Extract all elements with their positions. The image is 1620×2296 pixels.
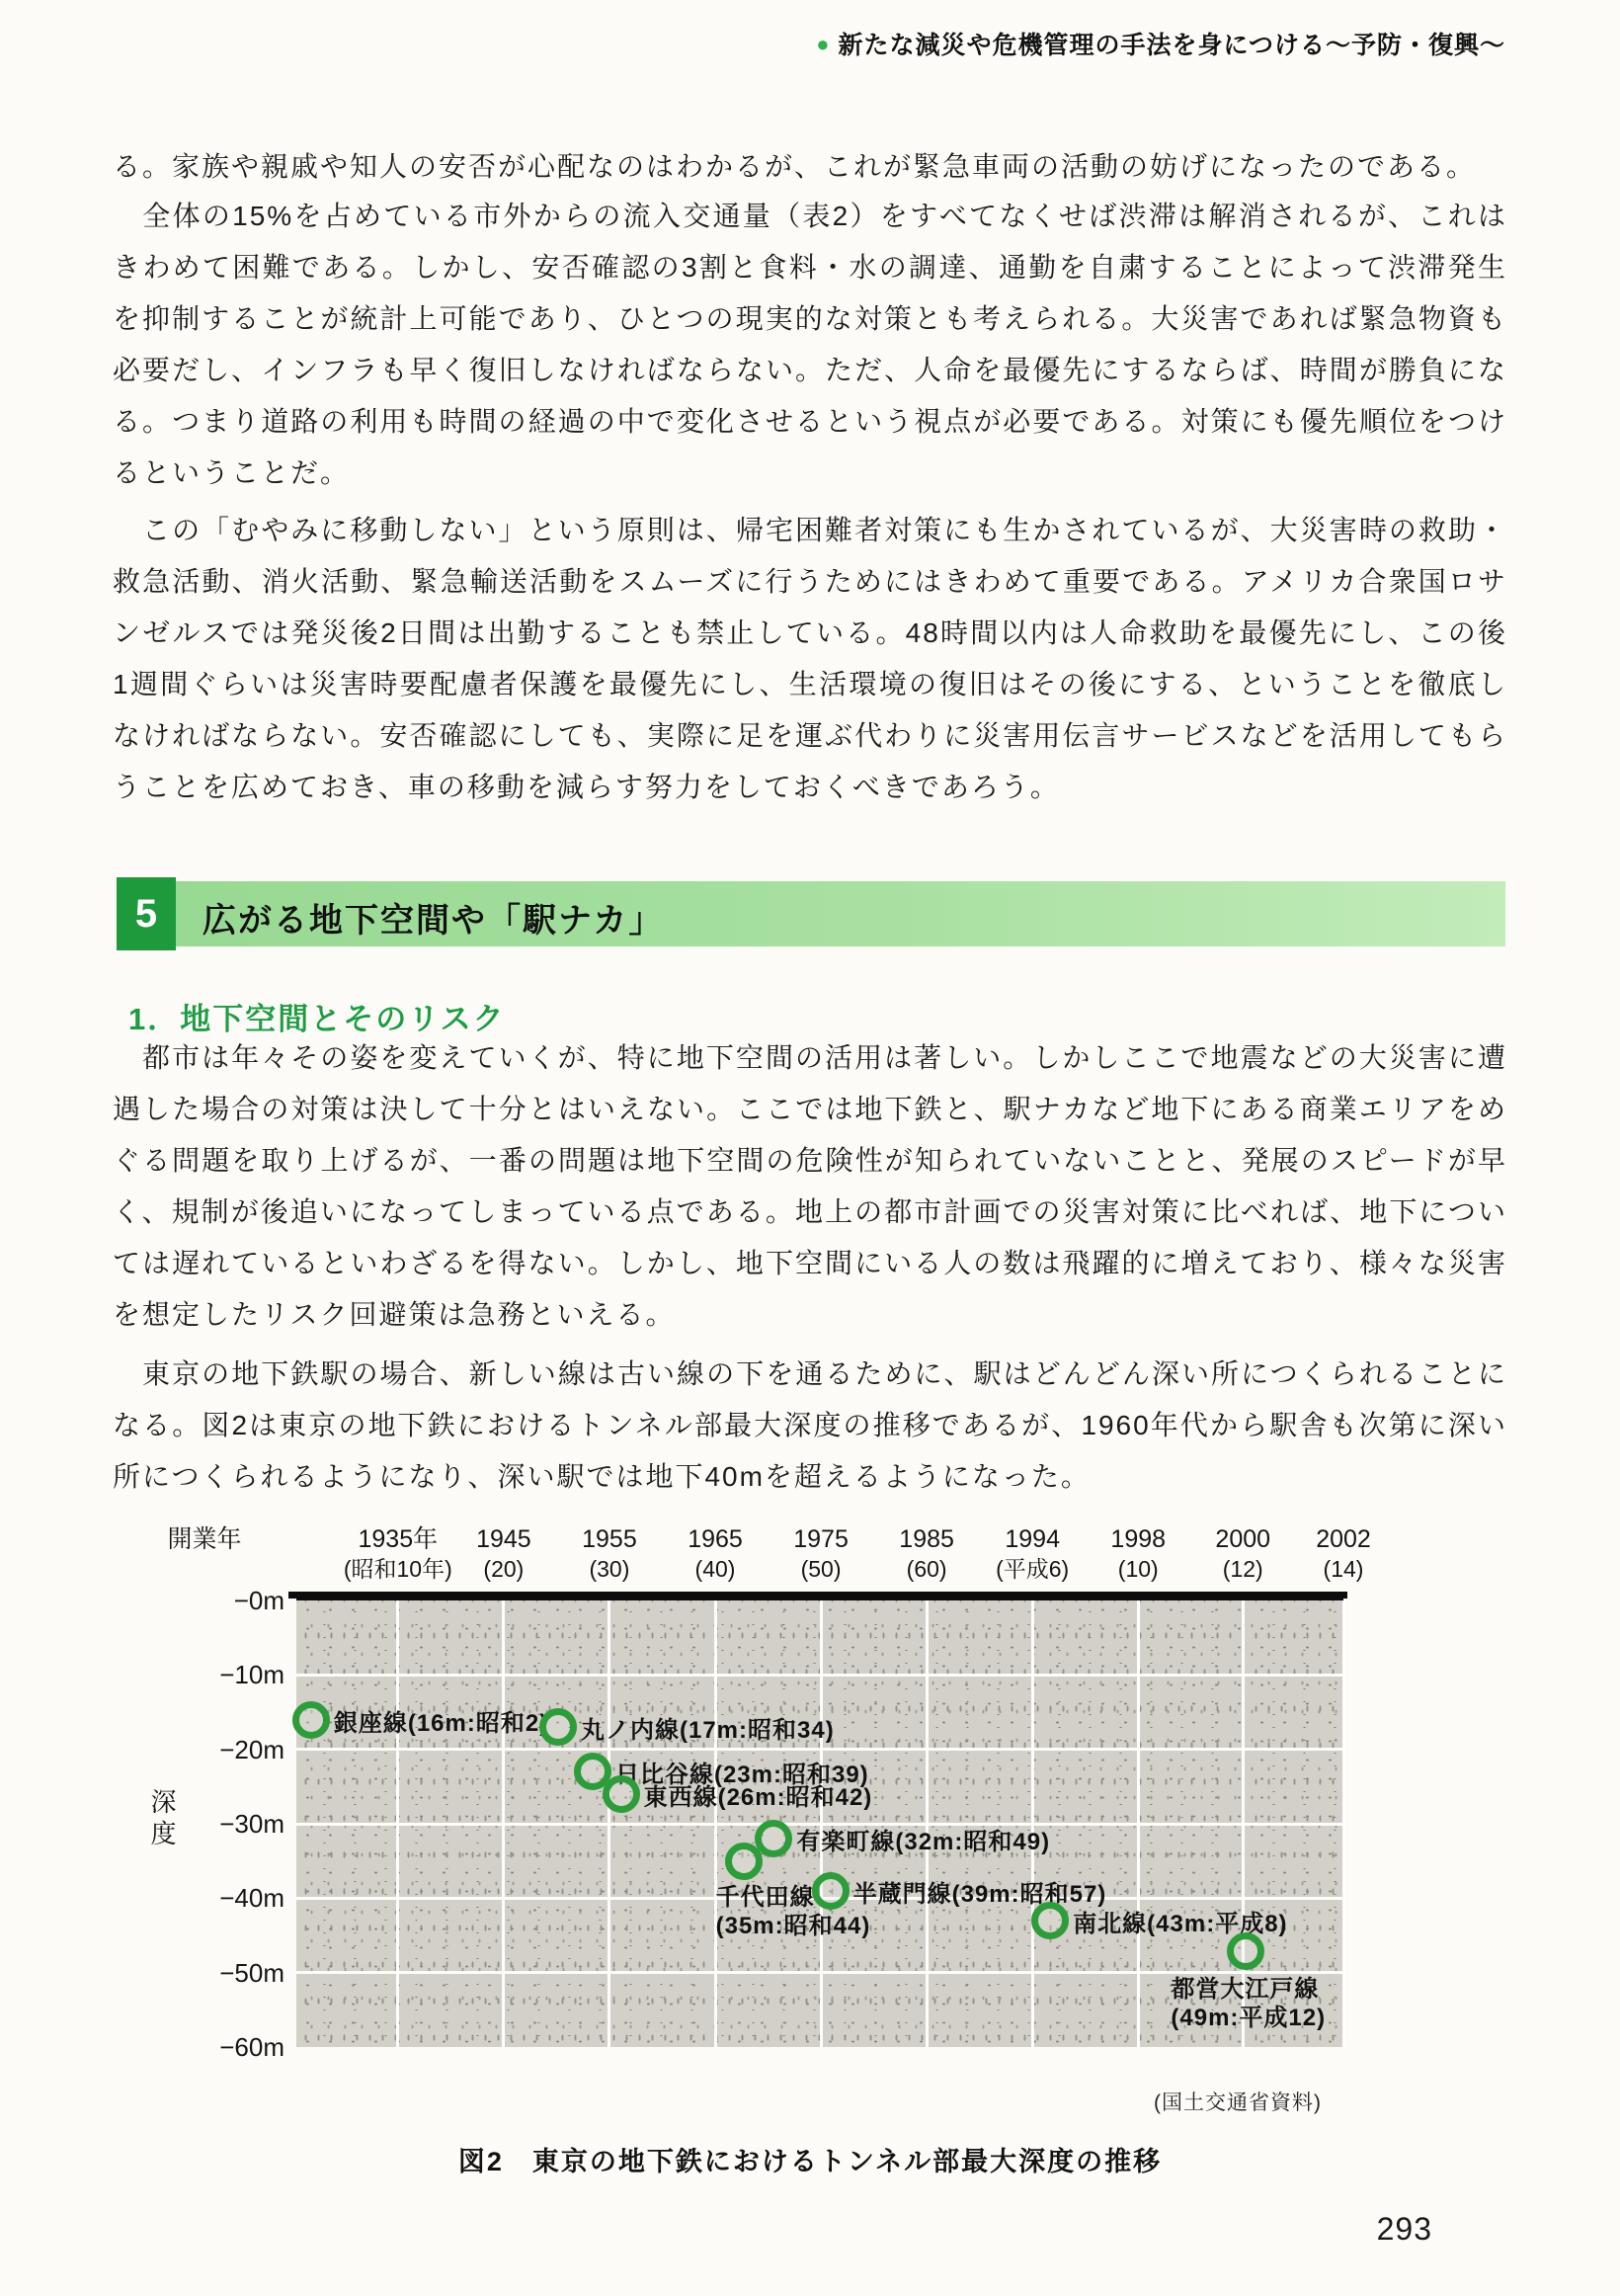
x-tick-year: 1935年 bbox=[358, 1525, 439, 1553]
x-tick-year: 1985 bbox=[899, 1525, 954, 1553]
data-point-label-半蔵門線: 半蔵門線(39m:昭和57) bbox=[852, 1880, 1107, 1908]
figure-caption: 図2 東京の地下鉄におけるトンネル部最大深度の推移 bbox=[457, 2147, 1163, 2176]
x-tick bbox=[582, 1524, 637, 1584]
x-tick-era: (40) bbox=[694, 1556, 736, 1582]
x-tick bbox=[1215, 1524, 1270, 1584]
data-point-circle-丸ノ内線 bbox=[539, 1708, 577, 1746]
x-tick-era: (60) bbox=[906, 1556, 947, 1582]
x-tick bbox=[476, 1524, 531, 1584]
data-point-label-有楽町線: 有楽町線(32m:昭和49) bbox=[796, 1829, 1051, 1856]
data-point-circle-東西線 bbox=[603, 1775, 640, 1813]
x-tick-era: (12) bbox=[1222, 1556, 1263, 1582]
paragraph-no-unnecessary-movement: この「むやみに移動しない」という原則は、帰宅困難者対策にも生かされているが、大災害時の救助・救急活動、消火活動、緊急輸送活動をスムーズに行うためにはきわめて重要である。アメリカ合衆国ロサンゼルスでは発災後2日間は出勤することも禁止している。48時間以内は人命救助を最優先にし、この後1週間ぐらいは災害時要配慮者保護を最優先にし、生活環境の復旧はその後にする、ということを徹底しなければならない。安否確認にしても、実際に足を運ぶ代わりに災害用伝言サービスなどを活用してもらうことを広めておき、車の移動を減らす努力をしておくべきであろう。 bbox=[113, 515, 1507, 802]
x-tick-year: 1965 bbox=[688, 1525, 743, 1553]
data-point-label-line1: 千代田線 bbox=[715, 1883, 815, 1911]
y-tick: −60m bbox=[219, 2032, 284, 2062]
y-tick: −30m bbox=[219, 1809, 284, 1839]
grid-line-horizontal bbox=[296, 1674, 1343, 1677]
paragraph-traffic: 全体の15%を占めている市外からの流入交通量（表2）をすべてなくせば渋滞は解消されるが、これはきわめて困難である。しかし、安否確認の3割と食料・水の調達、通勤を自粛することによって渋滞発生を抑制することが統計上可能であり、ひとつの現実的な対策とも考えられる。大災害であれば緊急物資も必要だし、インフラも早く復旧しなければならない。ただ、人命を最優先にするならば、時間が勝負になる。つまり道路の利用も時間の経過の中で変化させるという視点が必要である。対策にも優先順位をつけるということだ。 bbox=[113, 201, 1507, 488]
x-tick bbox=[1316, 1524, 1371, 1584]
x-tick-year: 2000 bbox=[1215, 1525, 1271, 1553]
y-axis-title: 深度 bbox=[147, 1788, 177, 1851]
grid-line-horizontal bbox=[296, 1748, 1343, 1751]
data-point-circle-銀座線 bbox=[292, 1701, 330, 1739]
data-point-label-line2: (35m:昭和44) bbox=[715, 1912, 871, 1939]
data-point-label-line1: 都営大江戸線 bbox=[1171, 1976, 1320, 2004]
y-tick: −50m bbox=[219, 1957, 284, 1988]
running-header bbox=[816, 26, 1505, 61]
data-point-label-line2: (49m:平成12) bbox=[1171, 2005, 1327, 2032]
y-tick: −0m bbox=[233, 1586, 284, 1615]
x-tick bbox=[1110, 1524, 1166, 1584]
x-tick-era: (10) bbox=[1117, 1556, 1159, 1582]
x-tick-year: 1955 bbox=[582, 1525, 637, 1553]
data-point-label-都営大江戸線 bbox=[1171, 1975, 1326, 2032]
y-tick: −40m bbox=[219, 1883, 284, 1914]
x-tick-era: (平成6) bbox=[996, 1556, 1070, 1582]
paragraph-subway-depth: 東京の地下鉄駅の場合、新しい線は古い線の下を通るために、駅はどんどん深い所につくられることになる。図2は東京の地下鉄におけるトンネル部最大深度の推移であるが、1960年代から駅舎も次第に深い所につくられるようになり、深い駅では地下40mを超えるようになった。 bbox=[113, 1358, 1507, 1492]
x-tick-year: 1998 bbox=[1110, 1525, 1167, 1553]
data-point-circle-半蔵門線 bbox=[812, 1872, 850, 1910]
x-tick bbox=[793, 1524, 849, 1584]
x-tick-era: (50) bbox=[800, 1556, 842, 1582]
x-tick bbox=[688, 1524, 743, 1584]
x-axis-title: 開業年 bbox=[167, 1525, 242, 1553]
grid-line-horizontal bbox=[296, 1971, 1343, 1974]
chart-source: (国土交通省資料) bbox=[1154, 2091, 1322, 2114]
x-tick bbox=[996, 1524, 1069, 1584]
green-bullet-icon: ● bbox=[816, 32, 831, 56]
subsection-title: 1．地下空間とそのリスク bbox=[128, 1002, 506, 1036]
data-point-label-銀座線: 銀座線(16m:昭和2) bbox=[333, 1709, 549, 1737]
data-point-label-南北線: 南北線(43m:平成8) bbox=[1073, 1910, 1288, 1937]
x-tick bbox=[344, 1524, 452, 1584]
paragraph-continuation: る。家族や親戚や知人の安否が心配なのはわかるが、これが緊急車両の活動の妨げになったのである。 bbox=[113, 151, 1477, 182]
data-point-label-丸ノ内線: 丸ノ内線(17m:昭和34) bbox=[581, 1717, 835, 1745]
page-number: 293 bbox=[1376, 2211, 1432, 2247]
x-tick-era: (14) bbox=[1323, 1556, 1364, 1582]
x-tick-era: (20) bbox=[483, 1556, 525, 1582]
data-point-circle-千代田線 bbox=[725, 1843, 763, 1880]
data-point-circle-南北線 bbox=[1031, 1902, 1069, 1939]
x-tick-year: 1994 bbox=[1005, 1525, 1060, 1553]
section-number: 5 bbox=[117, 877, 176, 950]
y-tick: −10m bbox=[219, 1660, 284, 1690]
data-point-label-東西線: 東西線(26m:昭和42) bbox=[643, 1783, 873, 1811]
x-tick-year: 1945 bbox=[476, 1525, 531, 1553]
section-title: 広がる地下空間や「駅ナカ」 bbox=[202, 902, 665, 940]
data-point-label-日比谷線: 日比谷線(23m:昭和39) bbox=[614, 1762, 869, 1789]
paragraph-underground-risk: 都市は年々その姿を変えていくが、特に地下空間の活用は著しい。しかしここで地震などの大災害に遭遇した場合の対策は決して十分とはいえない。ここでは地下鉄と、駅ナカなど地下にある商業エリアをめぐる問題を取り上げるが、一番の問題は地下空間の危険性が知られていないことと、発展のスピードが早く、規制が後追いになってしまっている点である。地上の都市計画での災害対策に比べれば、地下については遅れているといわざるを得ない。しかし、地下空間にいる人の数は飛躍的に増えており、様々な災害を想定したリスク回避策は急務といえる。 bbox=[113, 1042, 1507, 1330]
y-tick: −20m bbox=[219, 1734, 284, 1764]
x-tick bbox=[899, 1524, 954, 1584]
x-tick-year: 1975 bbox=[793, 1525, 849, 1553]
x-tick-era: (30) bbox=[589, 1556, 630, 1582]
x-tick-era: (昭和10年) bbox=[343, 1556, 452, 1582]
x-tick-year: 2002 bbox=[1316, 1525, 1371, 1553]
running-header-title: 新たな減災や危機管理の手法を身につける〜予防・復興〜 bbox=[838, 32, 1505, 59]
